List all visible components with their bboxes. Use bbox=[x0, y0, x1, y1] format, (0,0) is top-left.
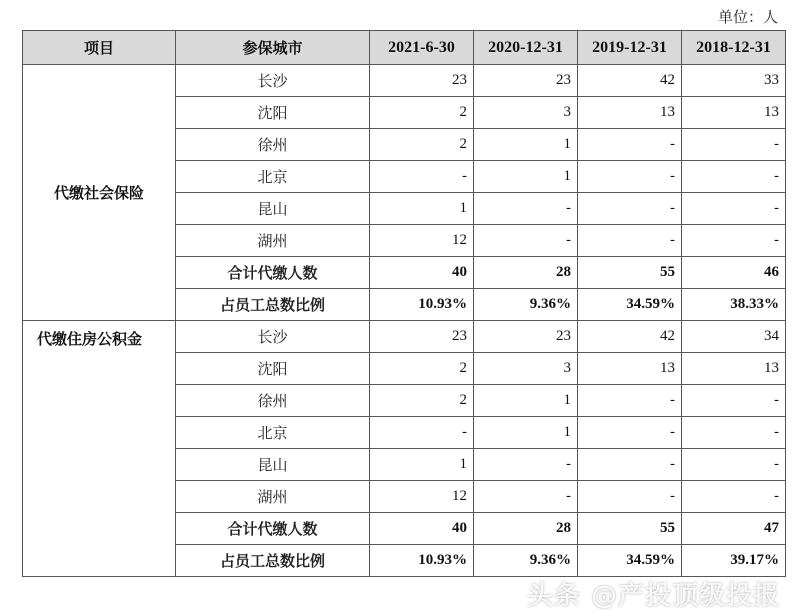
city-cell: 徐州 bbox=[176, 129, 370, 161]
value-cell: - bbox=[578, 449, 682, 481]
value-cell: 2 bbox=[370, 97, 474, 129]
value-cell: - bbox=[682, 385, 786, 417]
header-period: 2019-12-31 bbox=[578, 31, 682, 65]
total-value: 40 bbox=[370, 513, 474, 545]
value-cell: - bbox=[474, 193, 578, 225]
value-cell: 2 bbox=[370, 353, 474, 385]
value-cell: 23 bbox=[370, 321, 474, 353]
group-label-housing-fund: 代缴住房公积金 bbox=[23, 321, 176, 577]
group-label-social-insurance: 代缴社会保险 bbox=[23, 65, 176, 321]
value-cell: 23 bbox=[370, 65, 474, 97]
value-cell: 1 bbox=[474, 417, 578, 449]
city-cell: 沈阳 bbox=[176, 97, 370, 129]
city-cell: 昆山 bbox=[176, 193, 370, 225]
value-cell: - bbox=[578, 129, 682, 161]
ratio-value: 9.36% bbox=[474, 545, 578, 577]
value-cell: - bbox=[682, 161, 786, 193]
header-period: 2018-12-31 bbox=[682, 31, 786, 65]
value-cell: 12 bbox=[370, 481, 474, 513]
header-row bbox=[23, 31, 786, 65]
value-cell: 2 bbox=[370, 385, 474, 417]
ratio-value: 34.59% bbox=[578, 289, 682, 321]
city-cell: 湖州 bbox=[176, 225, 370, 257]
value-cell: - bbox=[370, 161, 474, 193]
unit-label: 单位：人 bbox=[717, 8, 778, 26]
table-row bbox=[23, 321, 786, 353]
total-value: 47 bbox=[682, 513, 786, 545]
ratio-value: 39.17% bbox=[682, 545, 786, 577]
value-cell: - bbox=[578, 385, 682, 417]
total-label: 合计代缴人数 bbox=[176, 513, 370, 545]
value-cell: 23 bbox=[474, 321, 578, 353]
value-cell: - bbox=[578, 161, 682, 193]
value-cell: - bbox=[474, 225, 578, 257]
total-label: 合计代缴人数 bbox=[176, 257, 370, 289]
city-cell: 徐州 bbox=[176, 385, 370, 417]
value-cell: 2 bbox=[370, 129, 474, 161]
table-row bbox=[23, 65, 786, 97]
ratio-value: 10.93% bbox=[370, 289, 474, 321]
value-cell: - bbox=[682, 193, 786, 225]
city-cell: 湖州 bbox=[176, 481, 370, 513]
value-cell: - bbox=[682, 449, 786, 481]
ratio-value: 9.36% bbox=[474, 289, 578, 321]
value-cell: 23 bbox=[474, 65, 578, 97]
city-cell: 长沙 bbox=[176, 65, 370, 97]
city-cell: 长沙 bbox=[176, 321, 370, 353]
ratio-label: 占员工总数比例 bbox=[176, 289, 370, 321]
header-period: 2020-12-31 bbox=[474, 31, 578, 65]
city-cell: 北京 bbox=[176, 161, 370, 193]
header-city: 参保城市 bbox=[176, 31, 370, 65]
value-cell: 34 bbox=[682, 321, 786, 353]
value-cell: - bbox=[370, 417, 474, 449]
header-item: 项目 bbox=[23, 31, 176, 65]
value-cell: 3 bbox=[474, 97, 578, 129]
total-value: 46 bbox=[682, 257, 786, 289]
data-table bbox=[22, 30, 786, 577]
value-cell: 13 bbox=[578, 353, 682, 385]
total-value: 28 bbox=[474, 513, 578, 545]
value-cell: 1 bbox=[474, 161, 578, 193]
total-value: 55 bbox=[578, 257, 682, 289]
ratio-value: 38.33% bbox=[682, 289, 786, 321]
value-cell: 13 bbox=[578, 97, 682, 129]
value-cell: 1 bbox=[370, 449, 474, 481]
value-cell: - bbox=[578, 417, 682, 449]
value-cell: - bbox=[474, 481, 578, 513]
value-cell: 3 bbox=[474, 353, 578, 385]
value-cell: - bbox=[578, 193, 682, 225]
city-cell: 沈阳 bbox=[176, 353, 370, 385]
value-cell: 42 bbox=[578, 65, 682, 97]
value-cell: 1 bbox=[474, 129, 578, 161]
value-cell: 12 bbox=[370, 225, 474, 257]
value-cell: 42 bbox=[578, 321, 682, 353]
value-cell: - bbox=[474, 449, 578, 481]
ratio-value: 34.59% bbox=[578, 545, 682, 577]
value-cell: - bbox=[682, 417, 786, 449]
value-cell: - bbox=[578, 481, 682, 513]
value-cell: 1 bbox=[370, 193, 474, 225]
header-period: 2021-6-30 bbox=[370, 31, 474, 65]
ratio-label: 占员工总数比例 bbox=[176, 545, 370, 577]
value-cell: 33 bbox=[682, 65, 786, 97]
city-cell: 北京 bbox=[176, 417, 370, 449]
value-cell: - bbox=[578, 225, 682, 257]
value-cell: 13 bbox=[682, 353, 786, 385]
city-cell: 昆山 bbox=[176, 449, 370, 481]
total-value: 55 bbox=[578, 513, 682, 545]
value-cell: 13 bbox=[682, 97, 786, 129]
value-cell: - bbox=[682, 481, 786, 513]
value-cell: - bbox=[682, 129, 786, 161]
total-value: 40 bbox=[370, 257, 474, 289]
value-cell: 1 bbox=[474, 385, 578, 417]
ratio-value: 10.93% bbox=[370, 545, 474, 577]
watermark: 头条 @产投顶级投报 bbox=[526, 581, 780, 611]
value-cell: - bbox=[682, 225, 786, 257]
total-value: 28 bbox=[474, 257, 578, 289]
